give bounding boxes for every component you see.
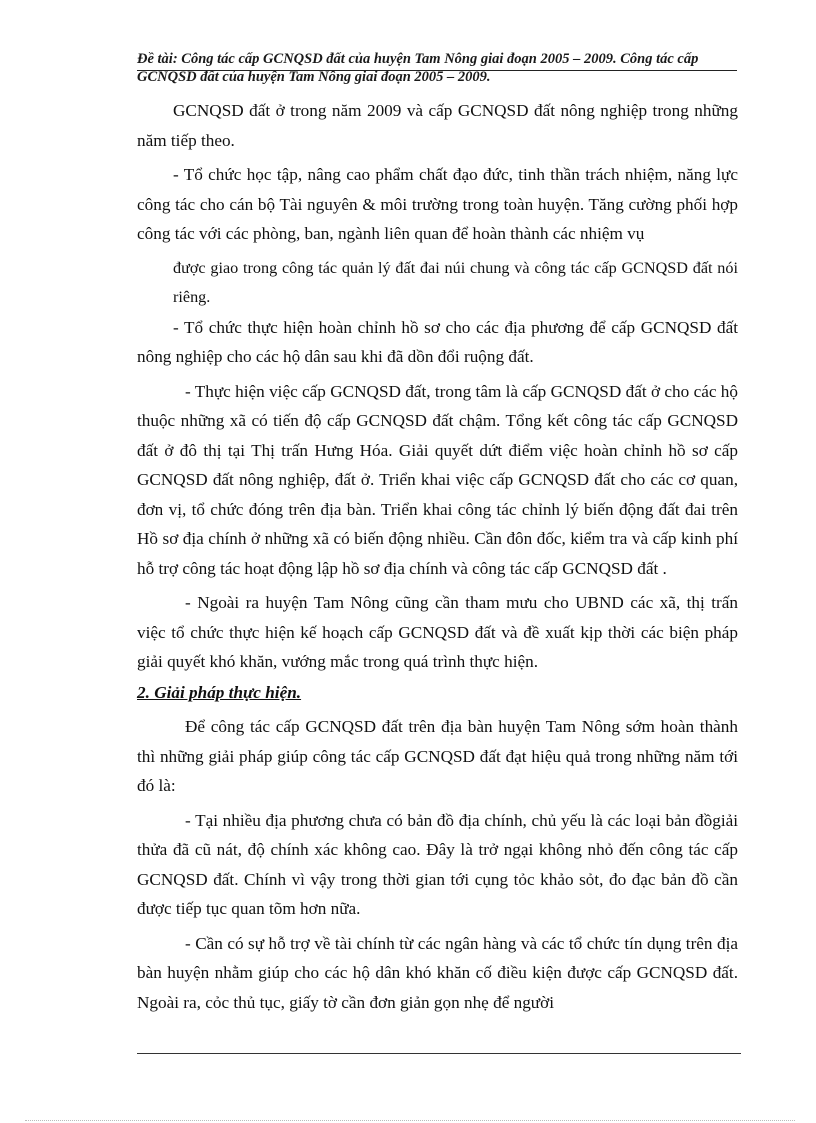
section-heading: 2. Giải pháp thực hiện. <box>137 682 302 702</box>
paragraph-3: được giao trong công tác quản lý đất đai núi chung và công tác cấp GCNQSD đất nói riêng. <box>173 258 738 306</box>
document-body <box>137 96 738 1017</box>
paragraph-5: - Thực hiện việc cấp GCNQSD đất, trong tâm là cấp GCNQSD đất ở cho các hộ thuộc những xã có tiến độ cấp GCNQSD đất chậm. Tổng kết công tác cấp GCNQSD đất ở đô thị tại Thị trấn Hưng Hóa. Giải quyết dứt điểm việc hoàn chỉnh hồ sơ cấp GCNQSD đất nông nghiệp, đất ở. Triển khai việc cấp GCNQSD đất cho các cơ quan, đơn vị, tổ chức đóng trên địa bàn. Triển khai công tác chỉnh lý biến động đất đai trên Hồ sơ địa chính ở những xã có biến động nhiều. Cần đôn đốc, kiểm tra và cấp kinh phí hỗ trợ công tác hoạt động lập hồ sơ địa chính và công tác cấp GCNQSD đất . <box>137 381 738 578</box>
page-edge-line <box>25 1120 795 1121</box>
paragraph-1: GCNQSD đất ở trong năm 2009 và cấp GCNQSD đất nông nghiệp trong những năm tiếp theo. <box>137 101 738 150</box>
footer-rule <box>137 1053 741 1054</box>
paragraph-4: - Tổ chức thực hiện hoàn chỉnh hồ sơ cho các địa phương để cấp GCNQSD đất nông nghiệp cho các hộ dân sau khi đã dồn đổi ruộng đất. <box>137 317 738 366</box>
header-rule <box>137 70 737 71</box>
paragraph-9: - Cần có sự hỗ trợ về tài chính từ các ngân hàng và các tổ chức tín dụng trên địa bàn huyện nhằm giúp cho các hộ dân khó khăn cố điều kiện được cấp GCNQSD đất. Ngoài ra, cỏc thủ tục, giấy tờ cần đơn giản gọn nhẹ để người <box>137 933 738 1012</box>
document-header: Đề tài: Công tác cấp GCNQSD đất của huyện Tam Nông giai đoạn 2005 – 2009. Công tác cấp GCNQSD đất của huyện Tam Nông giai đoạn 2005 – 2009. <box>137 51 699 85</box>
paragraph-2: - Tổ chức học tập, nâng cao phẩm chất đạo đức, tinh thần trách nhiệm, năng lực công tác cho cán bộ Tài nguyên & môi trường trong toàn huyện. Tăng cường phối hợp công tác với các phòng, ban, ngành liên quan để hoàn thành các nhiệm vụ <box>137 165 738 243</box>
paragraph-6: - Ngoài ra huyện Tam Nông cũng cần tham mưu cho UBND các xã, thị trấn việc tổ chức thực hiện kế hoạch cấp GCNQSD đất và đề xuất kịp thời các biện pháp giải quyết khó khăn, vướng mắc trong quá trình thực hiện. <box>137 593 738 671</box>
paragraph-7: Để công tác cấp GCNQSD đất trên địa bàn huyện Tam Nông sớm hoàn thành thì những giải pháp giúp công tác cấp GCNQSD đất đạt hiệu quả trong những năm tới đó là: <box>137 717 738 795</box>
paragraph-8: - Tại nhiều địa phương chưa có bản đồ địa chính, chủ yếu là các loại bản đồgiải thửa đã cũ nát, độ chính xác không cao. Đây là trở ngại không nhỏ đến công tác cấp GCNQSD đất. Chính vì vậy trong thời gian tới cụng tỏc khảo sỏt, đo đạc bản đồ cần được tiếp tục quan tõm hơn nữa. <box>137 810 738 918</box>
